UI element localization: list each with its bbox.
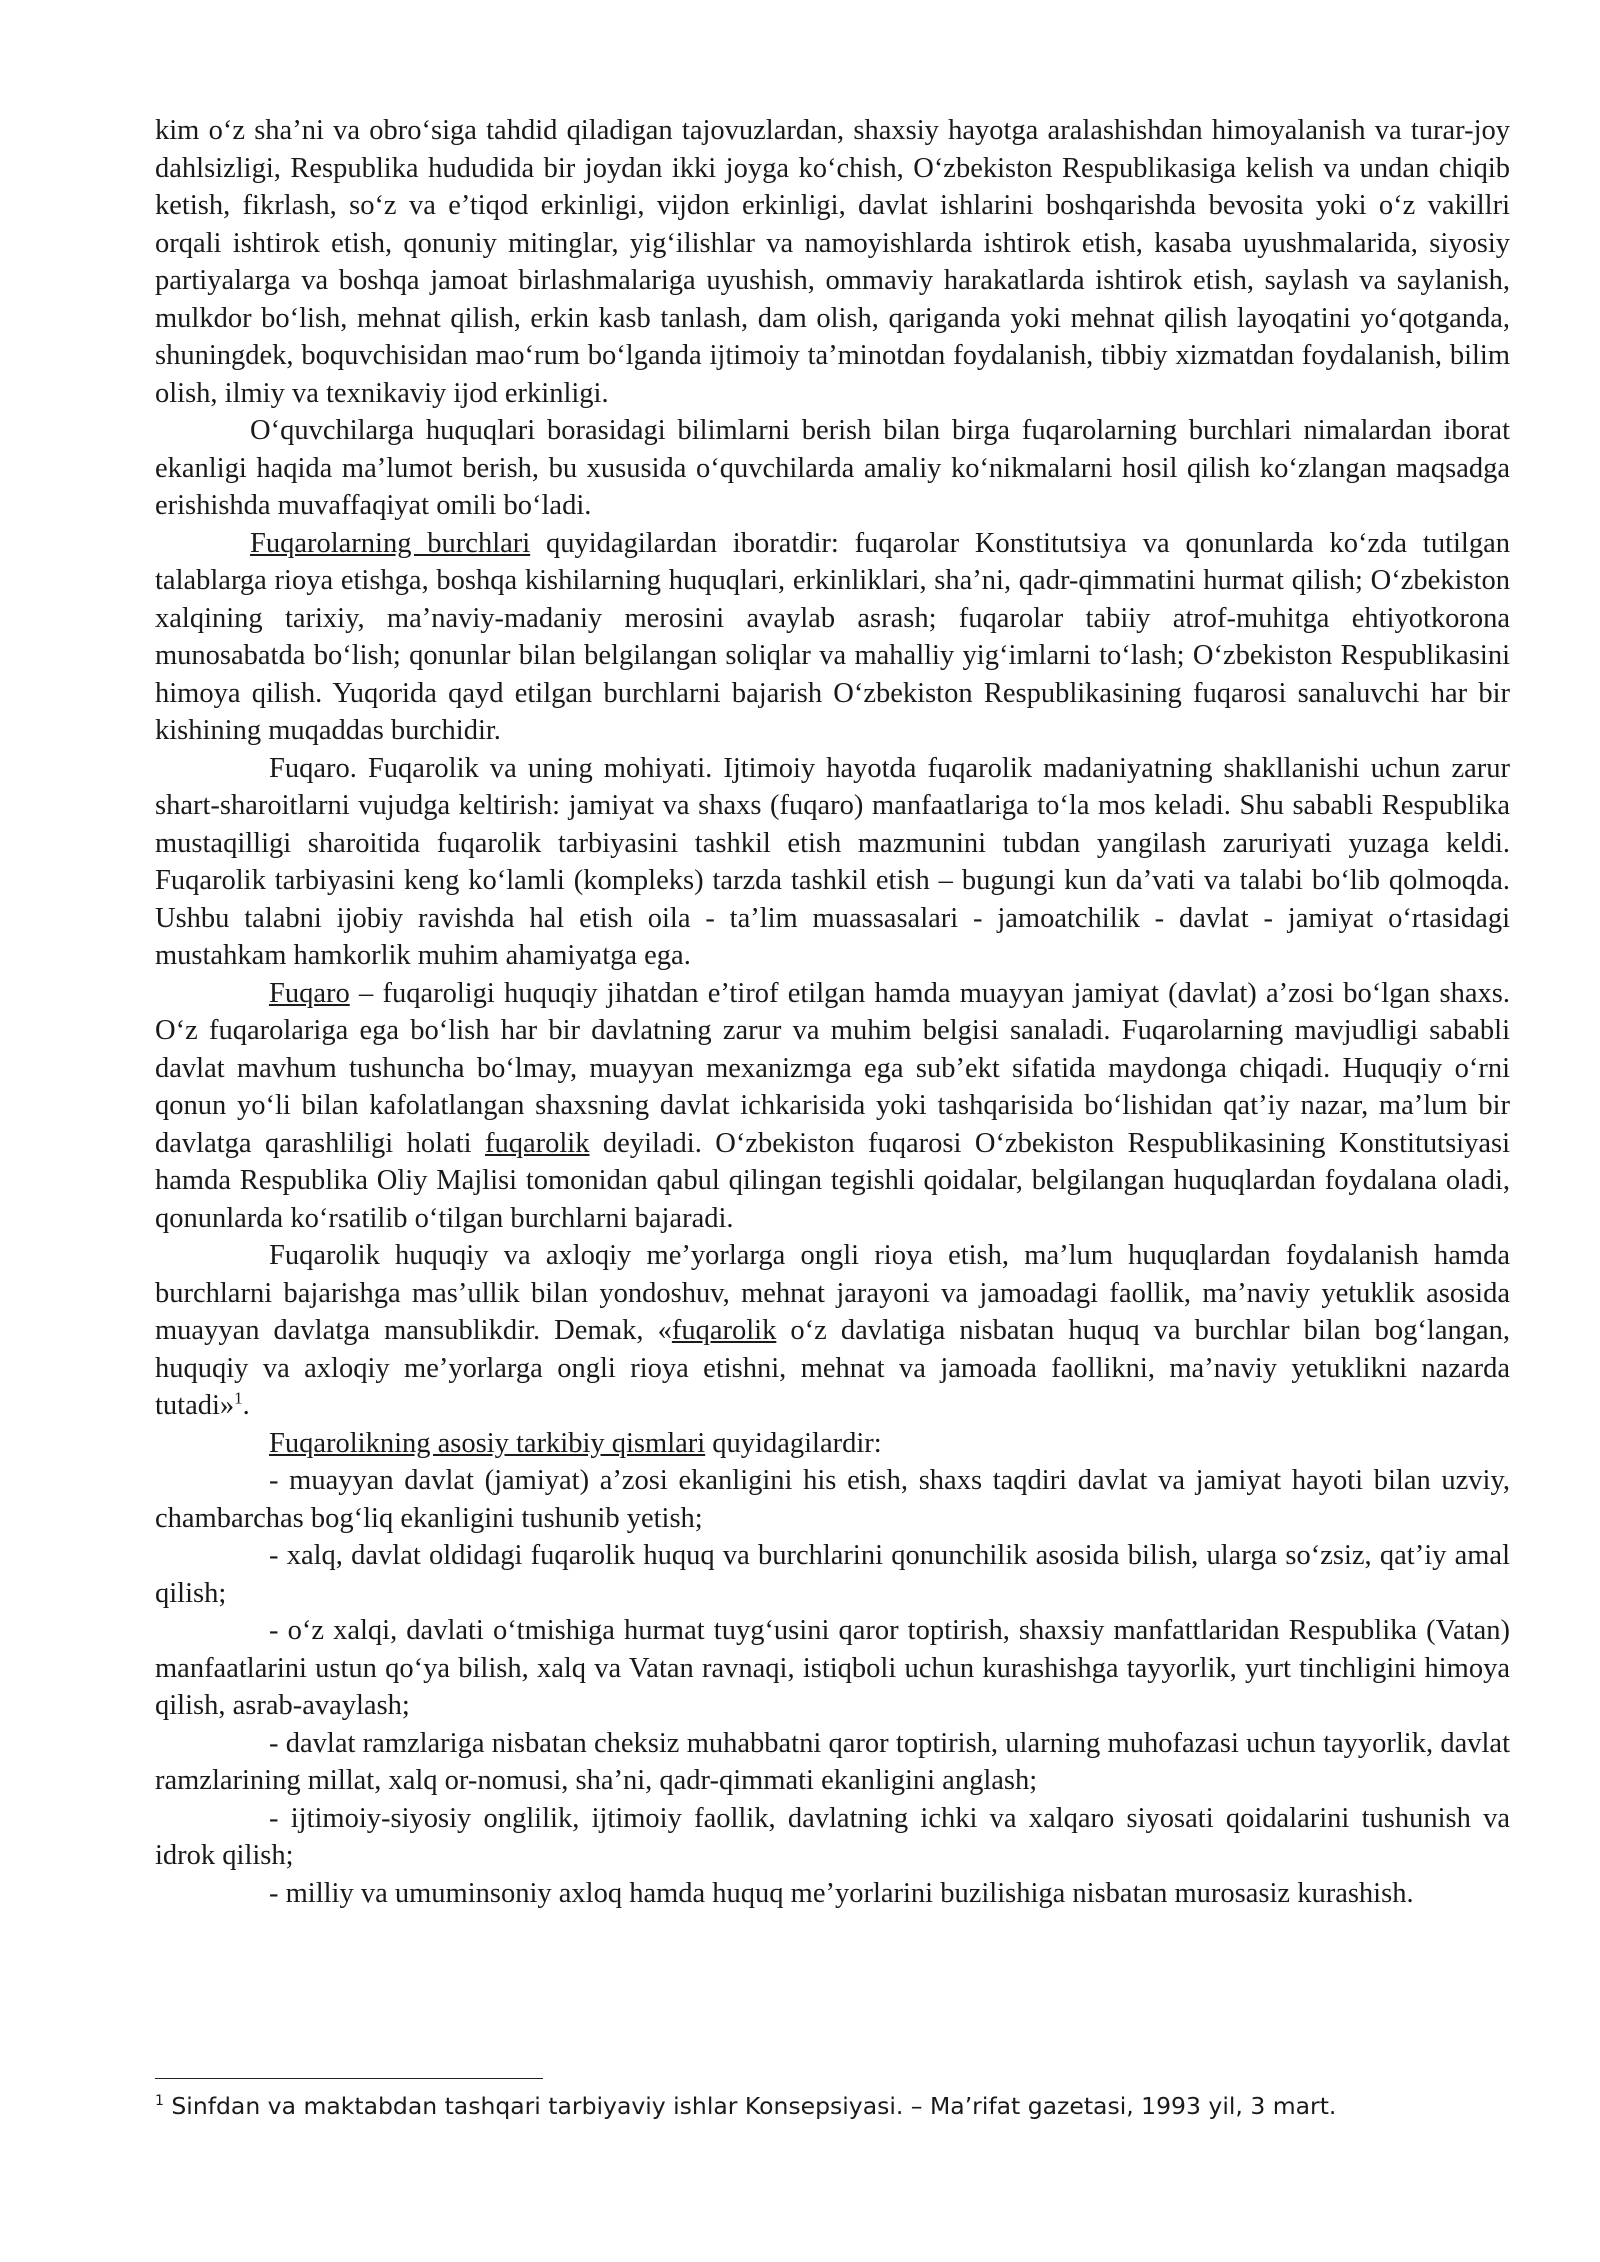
paragraph-citizen-definition-text: – fuqaroligi huquqiy jihatdan e’tirof etilgan hamda muayyan jamiyat (davlat) a’zosi bo‘lgan shaxs. O‘z fuqarolariga ega bo‘lish har bir davlatning zarur va muhim belgisi sanaladi. Fuqarolarning mavjudligi sababli davlat mavhum tushuncha bo‘lmay, muayyan mexanizmga ega sub’ekt sifatida maydonga chiqadi. Huquqiy o‘rni qonun yo‘li bilan kafolatlangan shaxsning davlat ichkarisida yoki tashqarisida bo‘lishidan qat’iy nazar, ma’lum bir davlatga qarashliligi holati (155, 977, 1510, 1159)
paragraph-citizenship-norms-b: o‘z davlatiga nisbatan huquq va burchlar bilan bog‘langan, huquqiy va axloqiy me’yorlarga ongli rioya etishni, mehnat va jamoada faollikni, ma’naviy yetuklikni nazarda tutadi» (155, 1315, 1510, 1421)
term-citizenship-components: Fuqarolikning asosiy tarkibiy qismlari (269, 1427, 706, 1459)
paragraph-citizenship-norms-a: Fuqarolik huquqiy va axloqiy me’yorlarga ongli rioya etish, ma’lum huquqlardan foydalanish hamda burchlarni bajarishga mas’ullik bilan yondoshuv, mehnat jarayoni va jamoadagi faollik, ma’naviy yetuklik asosida muayyan davlatga mansublikdir. Demak, « (155, 1240, 1510, 1346)
list-item: - davlat ramzlariga nisbatan cheksiz muhabbatni qaror toptirish, ularning muhofazasi uchun tayyorlik, davlat ramzlarining millat, xalq or-nomusi, sha’ni, qadr-qimmati ekanligini anglash; (155, 1727, 1510, 1796)
document-body (155, 112, 1510, 1912)
paragraph-citizenship-essence: Fuqaro. Fuqarolik va uning mohiyati. Ijtimoiy hayotda fuqarolik madaniyatning shakllanishi uchun zarur shart-sharoitlarni vujudga keltirish: jamiyat va shaxs (fuqaro) manfaatlariga to‘la mos keladi. Shu sababli Respublika mustaqilligi sharoitida fuqarolik tarbiyasini tashkil etish mazmunini tubdan yangilash zaruriyati yuzaga keldi. Fuqarolik tarbiyasini keng ko‘lamli (kompleks) tarzda tashkil etish – bugungi kun da’vati va talabi bo‘lib qolmoqda. Ushbu talabni ijobiy ravishda hal etish oila - ta’lim muassasalari - jamoatchilik - davlat - jamiyat o‘rtasidagi mustahkam hamkorlik muhim ahamiyatga ega. (155, 752, 1510, 971)
footnote-text: Sinfdan va maktabdan tashqari tarbiyaviy ishlar Konsepsiyasi. – Ma’rifat gazetasi, 1993 yil, 3 mart. (163, 2092, 1337, 2120)
paragraph-components-intro (155, 1425, 1510, 1463)
footnote (155, 2090, 1510, 2122)
paragraph-duties-intro: O‘quvchilarga huquqlari borasidagi bilimlarni berish bilan birga fuqarolarning burchlari nimalardan iborat ekanligi haqida ma’lumot berish, bu xususida o‘quvchilarda amaliy ko‘nikmalarni hosil qilish ko‘zlangan maqsadga erishishda muvaffaqiyat omili bo‘ladi. (155, 415, 1510, 521)
list-item: - milliy va umuminsoniy axloq hamda huquq me’yorlarini buzilishiga nisbatan murosasiz kurashish. (269, 1877, 1414, 1909)
paragraph-components-intro-text: quyidagilardir: (705, 1427, 882, 1459)
paragraph-citizenship-norms-c: . (242, 1390, 250, 1421)
list-item: - muayyan davlat (jamiyat) a’zosi ekanligini his etish, shaxs taqdiri davlat va jamiyat hayoti bilan uzviy, chambarchas bog‘liq ekanligini tushunib yetish; (155, 1465, 1510, 1534)
list-item: - ijtimoiy-siyosiy onglilik, ijtimoiy faollik, davlatning ichki va xalqaro siyosati qoidalarini tushunish va idrok qilish; (155, 1802, 1510, 1871)
list-item: - o‘z xalqi, davlati o‘tmishiga hurmat tuyg‘usini qaror toptirish, shaxsiy manfattlaridan Respublika (Vatan) manfaatlarini ustun qo‘ya bilish, xalq va Vatan ravnaqi, istiqboli uchun kurashishga tayyorlik, yurt tinchligini himoya qilish, asrab-avaylash; (155, 1615, 1510, 1721)
term-citizen: Fuqaro (269, 977, 350, 1009)
paragraph-citizen-duties (155, 525, 1510, 750)
paragraph-citizen-definition-end: deyiladi. O‘zbekiston fuqarosi O‘zbekiston Respublikasining Konstitutsiyasi hamda Respublika Oliy Majlisi tomonidan qabul qilingan tegishli qoidalar, belgilangan huquqlardan foydalana oladi, qonunlarda ko‘rsatilib o‘tilgan burchlarni bajaradi. (155, 1127, 1510, 1234)
footnote-divider (155, 2078, 543, 2079)
paragraph-citizen-definition (155, 975, 1510, 1238)
paragraph-citizen-duties-text: quyidagilardan iboratdir: fuqarolar Konstitutsiya va qonunlarda ko‘zda tutilgan talablarga rioya etishga, boshqa kishilarning huquqlari, erkinliklari, sha’ni, qadr-qimmatini hurmat qilish; O‘zbekiston xalqining tarixiy, ma’naviy-madaniy merosini avaylab asrash; fuqarolar tabiiy atrof-muhitga ehtiyotkorona munosabatda bo‘lish; qonunlar bilan belgilangan soliqlar va mahalliy yig‘imlarni to‘lash; O‘zbekiston Respublikasini himoya qilish. Yuqorida qayd etilgan burchlarni bajarish O‘zbekiston Respublikasining fuqarosi sanaluvchi har bir kishining muqaddas burchidir. (155, 527, 1510, 746)
term-citizen-duties: Fuqarolarning burchlari (250, 527, 531, 559)
paragraph-citizenship-norms (155, 1237, 1510, 1425)
term-citizenship: fuqarolik (485, 1127, 590, 1159)
footnote-reference[interactable]: 1 (234, 1388, 243, 1408)
paragraph-rights-continued: kim o‘z sha’ni va obro‘siga tahdid qiladigan tajovuzlardan, shaxsiy hayotga aralashishdan himoyalanish va turar-joy dahlsizligi, Respublika hududida bir joydan ikki joyga ko‘chish, O‘zbekiston Respublikasiga kelish va undan chiqib ketish, fikrlash, so‘z va e’tiqod erkinligi, vijdon erkinligi, davlat ishlarini boshqarishda bevosita yoki o‘z vakillri orqali ishtirok etish, qonuniy mitinglar, yig‘ilishlar va namoyishlarda ishtirok etish, kasaba uyushmalarida, siyosiy partiyalarga va boshqa jamoat birlashmalariga uyushish, ommaviy harakatlarda ishtirok etish, saylash va saylanish, mulkdor bo‘lish, mehnat qilish, erkin kasb tanlash, dam olish, qariganda yoki mehnat qilish layoqatini yo‘qotganda, shuningdek, boquvchisidan mao‘rum bo‘lganda ijtimoiy ta’minotdan foydalanish, tibbiy xizmatdan foydalanish, bilim olish, ilmiy va texnikaviy ijod erkinligi. (155, 115, 1510, 409)
term-citizenship-quote: fuqarolik (671, 1315, 777, 1346)
list-item: - xalq, davlat oldidagi fuqarolik huquq va burchlarini qonunchilik asosida bilish, ularga so‘zsiz, qat’iy amal qilish; (155, 1540, 1510, 1609)
footnote-number: 1 (155, 2093, 164, 2110)
